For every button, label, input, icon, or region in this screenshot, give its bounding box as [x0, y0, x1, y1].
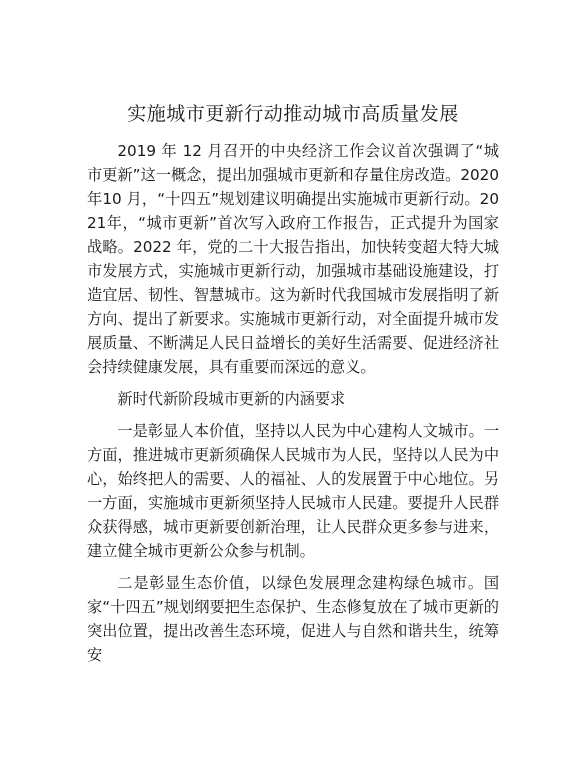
- intro-paragraph: 2019 年 12 月召开的中央经济工作会议首次强调了“城市更新”这一概念，提出加强城市更新和存量住房改造。2020 年10 月，“十四五”规划建议明确提出实施城市更新行动。2021年，“城市更新”首次写入政府工作报告，正式提升为国家战略。2022 年，党的二十大报告指出，加快转变超大特大城市发展方式，实施城市更新行动，加强城市基础设施建设，打造宜居、韧性、智慧城市。这为新时代我国城市发展指明了新方向、提出了新要求。实施城市更新行动，对全面提升城市发展质量、不断满足人民日益增长的美好生活需要、促进经济社会持续健康发展，具有重要而深远的意义。: [87, 142, 499, 376]
- paragraph-ecological-value: 二是彰显生态价值，以绿色发展理念建构绿色城市。国家“十四五”规划纲要把生态保护、生态修复放在了城市更新的突出位置，提出改善生态环境，促进人与自然和谐共生，统筹安: [87, 574, 499, 664]
- section-heading: 新时代新阶段城市更新的内涵要求: [117, 390, 346, 408]
- document-body: [87, 139, 499, 667]
- document-title: 实施城市更新行动推动城市高质量发展: [127, 103, 459, 125]
- paragraph-humanist-value: 一是彰显人本价值，坚持以人民为中心建构人文城市。一方面，推进城市更新须确保人民城市为人民，坚持以人民为中心，始终把人的需要、人的福祉、人的发展置于中心地位。另一方面，实施城市更新须坚持人民城市人民建。要提升人民群众获得感，城市更新要创新治理，让人民群众更多参与进来，建立健全城市更新公众参与机制。: [87, 422, 499, 560]
